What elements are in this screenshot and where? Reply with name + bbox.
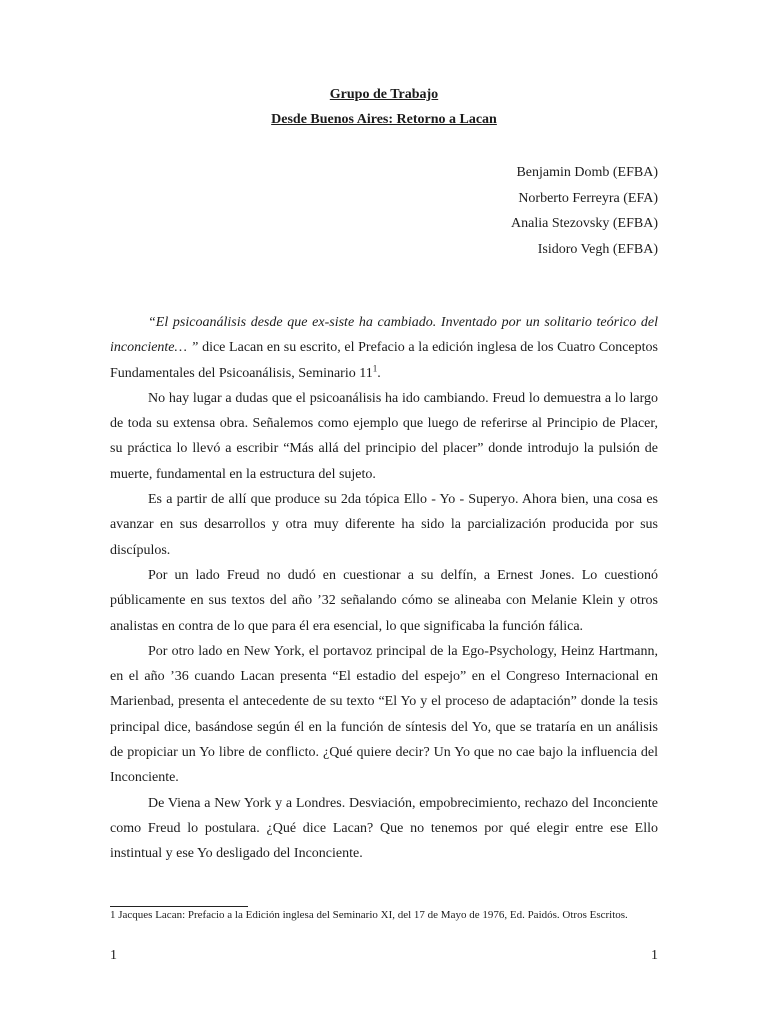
body-text [110,310,658,867]
author-name: Norberto Ferreyra (EFA) [518,190,658,206]
footnote-ref[interactable]: 1 [372,362,378,373]
paragraph: Por un lado Freud no dudó en cuestionar a su delfín, a Ernest Jones. Lo cuestionó públicamente en sus textos del año ’32 señalando cómo se alineaba con Melanie Klein y otros analistas en contra de lo que para él era esencial, lo que significaba la función fálica. [110,567,658,634]
page-number-left: 1 [110,948,117,963]
paragraph [110,310,658,386]
paragraph-end: . [377,365,381,381]
author-list [511,160,658,262]
paragraph: No hay lugar a dudas que el psicoanálisis ha ido cambiando. Freud lo demuestra a lo largo de toda su extensa obra. Señalemos como ejemplo que luego de referirse al Principio de Placer, su práctica lo llevó a escribir “Más allá del principio del placer” donde introdujo la pulsión de muerte, fundamental en la estructura del sujeto. [110,390,658,482]
author-name: Isidoro Vegh (EFBA) [537,241,658,257]
author-name: Analia Stezovsky (EFBA) [511,216,658,231]
lacan-quote: “El psicoanálisis desde que ex-siste ha cambiado. Inventado por un solitario teórico del inconciente… ” [110,315,658,356]
paragraph-text: dice Lacan en su escrito, el Prefacio a la edición inglesa de los Cuatro Conceptos Fundamentales del Psicoanálisis, Seminario 11 [110,340,658,381]
author-name: Benjamin Domb (EFBA) [516,165,658,180]
paragraph: De Viena a New York y a Londres. Desviación, empobrecimiento, rechazo del Inconciente como Freud lo postulara. ¿Qué dice Lacan? Que no tenemos por qué elegir entre ese Ello instintual y ese Yo desligado del Inconciente. [110,795,658,862]
footnote-divider [110,906,248,907]
paragraph: Por otro lado en New York, el portavoz principal de la Ego-Psychology, Heinz Hartmann, en el año ’36 cuando Lacan presenta “El estadio del espejo” en el Congreso Internacional en Marienbad, presenta el antecedente de su texto “El Yo y el proceso de adaptación” donde la tesis principal dice, basándose según él en la función de síntesis del Yo, que se trataría en un análisis de propiciar un Yo libre de conflicto. ¿Qué quiere decir? Un Yo que no cae bajo la influencia del Inconciente. [110,643,658,786]
page-number-right: 1 [651,948,658,963]
page-subtitle: Desde Buenos Aires: Retorno a Lacan [271,112,497,127]
page-title: Grupo de Trabajo [329,87,439,102]
footnote: 1 Jacques Lacan: Prefacio a la Edición inglesa del Seminario XI, del 17 de Mayo de 1976, Ed. Paidós. Otros Escritos. [110,909,628,921]
paragraph: Es a partir de allí que produce su 2da tópica Ello - Yo - Superyo. Ahora bien, una cosa es avanzar en sus desarrollos y otra muy diferente ha sido la parcialización producida por sus discípulos. [110,492,658,558]
